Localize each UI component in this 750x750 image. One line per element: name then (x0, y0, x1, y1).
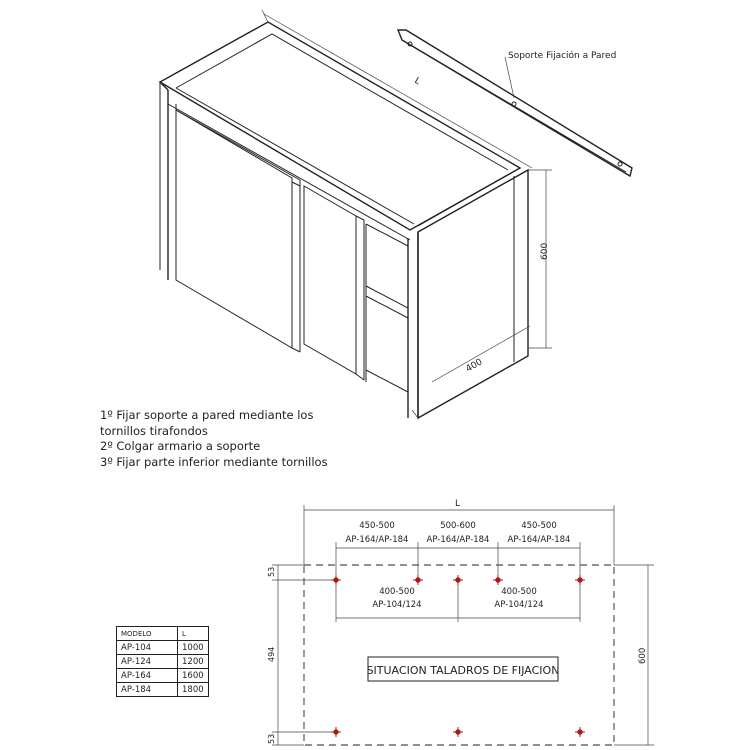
table-row (117, 669, 209, 683)
dim-depth-label: 400 (464, 357, 485, 375)
table-header-row (117, 627, 209, 641)
top-span-models: AP-164/AP-184 (345, 535, 409, 545)
table-row (117, 655, 209, 669)
support-label: Soporte Fijación a Pared (508, 51, 617, 61)
drill-dim-total: L (455, 499, 461, 509)
drill-hole (575, 727, 585, 737)
table-cell: AP-104 (117, 641, 178, 655)
drill-hole (331, 575, 341, 585)
table-cell: 1200 (178, 655, 209, 669)
bracket-hole (512, 102, 516, 106)
dim-middle: 494 (267, 646, 276, 662)
table-row (117, 641, 209, 655)
top-span-range: 450-500 (521, 521, 557, 531)
dim-top-offset: 53 (267, 566, 276, 577)
drill-hole (331, 727, 341, 737)
dim-height-label: 600 (540, 242, 550, 260)
drill-hole (453, 575, 463, 585)
mid-span-models: AP-104/124 (372, 600, 422, 610)
table-cell: AP-184 (117, 683, 178, 697)
drill-hole (453, 727, 463, 737)
assembly-instructions (100, 408, 328, 470)
table-cell: 1800 (178, 683, 209, 697)
drill-hole (413, 575, 423, 585)
table-row (117, 683, 209, 697)
bracket-hole (618, 162, 622, 166)
drill-hole (575, 575, 585, 585)
instruction-line: 2º Colgar armario a soporte (100, 439, 261, 453)
table-cell: AP-124 (117, 655, 178, 669)
instruction-line: tornillos tirafondos (100, 423, 208, 438)
table-cell: 1600 (178, 669, 209, 683)
table-header: MODELO (117, 627, 178, 641)
dim-length-label: L (412, 75, 422, 88)
mid-span-models: AP-104/124 (494, 600, 544, 610)
mid-span-range: 400-500 (379, 587, 415, 597)
dim-bottom-offset: 53 (267, 733, 276, 744)
top-span-range: 500-600 (440, 521, 476, 531)
top-span-models: AP-164/AP-184 (426, 535, 490, 545)
drill-title: SITUACION TALADROS DE FIJACION (366, 664, 560, 677)
top-span-models: AP-164/AP-184 (507, 535, 571, 545)
cabinet-drawing (160, 10, 552, 418)
drill-hole (493, 575, 503, 585)
instruction-line: 1º Fijar soporte a pared mediante los (100, 408, 314, 422)
mid-span-range: 400-500 (501, 587, 537, 597)
instruction-line: 3º Fijar parte inferior mediante tornillos (100, 454, 328, 469)
model-table (116, 626, 209, 697)
table-header: L (178, 627, 209, 641)
top-span-range: 450-500 (359, 521, 395, 531)
table-cell: 1000 (178, 641, 209, 655)
cabinet-outline (304, 565, 614, 745)
dim-right: 600 (638, 647, 648, 664)
table-cell: AP-164 (117, 669, 178, 683)
